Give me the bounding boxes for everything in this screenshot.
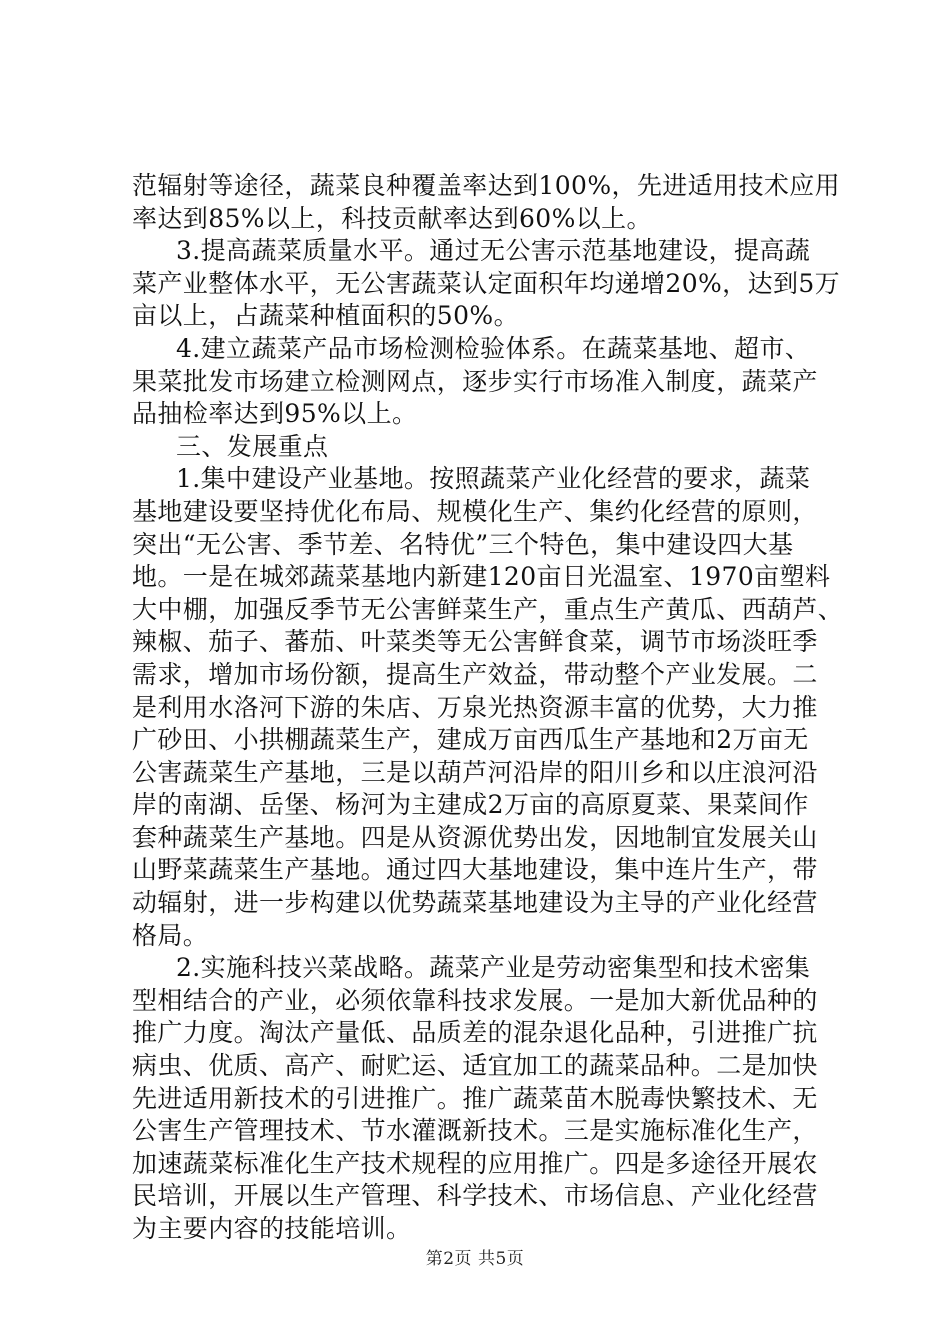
text-line: 山野菜蔬菜生产基地。通过四大基地建设，集中连片生产，带 (132, 855, 818, 885)
text-line: 2.实施科技兴菜战略。蔬菜产业是劳动密集型和技术密集 (176, 953, 811, 983)
text-line: 是利用水洛河下游的朱店、万泉光热资源丰富的优势，大力推 (132, 692, 818, 722)
text-line: 菜产业整体水平，无公害蔬菜认定面积年均递增20%，达到5万 (132, 268, 841, 298)
text-line: 加速蔬菜标准化生产技术规程的应用推广。四是多途径开展农 (132, 1148, 818, 1178)
text-line: 地。一是在城郊蔬菜基地内新建120亩日光温室、1970亩塑料 (132, 562, 831, 592)
text-line: 公害蔬菜生产基地，三是以葫芦河沿岸的阳川乡和以庄浪河沿 (132, 757, 818, 787)
text-line: 先进适用新技术的引进推广。推广蔬菜苗木脱毒快繁技术、无 (132, 1083, 818, 1113)
text-line: 公害生产管理技术、节水灌溉新技术。三是实施标准化生产， (132, 1116, 818, 1146)
text-line: 大中棚，加强反季节无公害鲜菜生产，重点生产黄瓜、西葫芦、 (132, 594, 844, 624)
text-line: 型相结合的产业，必须依靠科技求发展。一是加大新优品种的 (132, 985, 818, 1015)
text-line: 突出“无公害、季节差、名特优”三个特色，集中建设四大基 (132, 529, 794, 559)
page-footer: 第2页 共5页 (425, 1249, 525, 1269)
text-line: 辣椒、茄子、蕃茄、叶菜类等无公害鲜食菜，调节市场淡旺季 (132, 627, 818, 657)
text-line: 果菜批发市场建立检测网点，逐步实行市场准入制度，蔬菜产 (132, 366, 818, 396)
text-line: 品抽检率达到95%以上。 (132, 399, 418, 429)
text-line: 病虫、优质、高产、耐贮运、适宜加工的蔬菜品种。二是加快 (132, 1051, 818, 1081)
text-line: 为主要内容的技能培训。 (132, 1214, 412, 1243)
text-line: 套种蔬菜生产基地。四是从资源优势出发，因地制宜发展关山 (132, 822, 818, 852)
text-line: 民培训，开展以生产管理、科学技术、市场信息、产业化经营 (132, 1181, 818, 1211)
text-line: 岸的南湖、岳堡、杨河为主建成2万亩的高原夏菜、果菜间作 (132, 790, 809, 820)
text-line: 3.提高蔬菜质量水平。通过无公害示范基地建设，提高蔬 (176, 236, 811, 266)
text-line: 基地建设要坚持优化布局、规模化生产、集约化经营的原则， (132, 496, 818, 526)
text-line: 动辐射，进一步构建以优势蔬菜基地建设为主导的产业化经营 (132, 888, 818, 918)
text-line: 广砂田、小拱棚蔬菜生产，建成万亩西瓜生产基地和2万亩无 (132, 725, 809, 755)
text-line: 范辐射等途径，蔬菜良种覆盖率达到100%，先进适用技术应用 (132, 171, 841, 200)
text-line: 4.建立蔬菜产品市场检测检验体系。在蔬菜基地、超市、 (176, 333, 811, 363)
text-line: 亩以上，占蔬菜种植面积的50%。 (132, 301, 519, 331)
text-line: 推广力度。淘汰产量低、品质差的混杂退化品种，引进推广抗 (132, 1018, 818, 1048)
text-line: 格局。 (132, 920, 209, 950)
document-body (132, 170, 844, 1246)
text-line: 三、发展重点 (176, 431, 329, 461)
text-line: 1.集中建设产业基地。按照蔬菜产业化经营的要求，蔬菜 (176, 464, 811, 494)
text-line: 需求，增加市场份额，提高生产效益，带动整个产业发展。二 (132, 659, 818, 689)
text-line: 率达到85%以上，科技贡献率达到60%以上。 (132, 203, 652, 233)
